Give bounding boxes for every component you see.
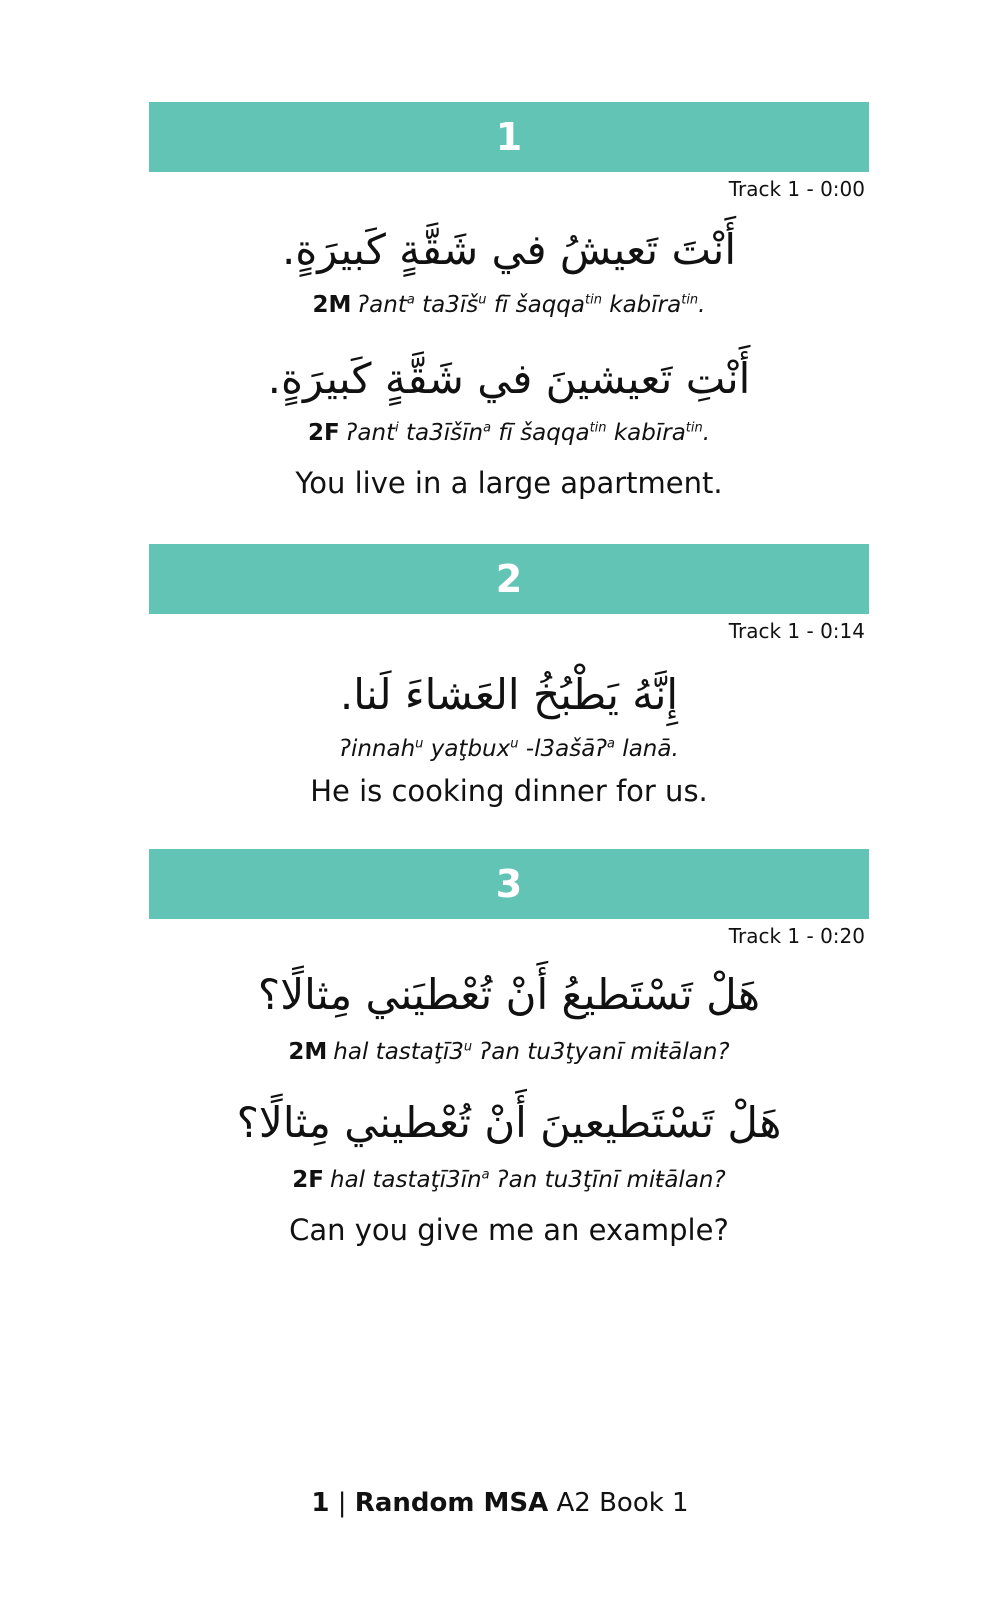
page-footer bbox=[0, 1488, 1000, 1518]
case-ending: tin bbox=[585, 292, 602, 308]
footer-separator: | bbox=[337, 1488, 347, 1518]
case-ending: u bbox=[510, 736, 519, 752]
arabic-sentence: إِنَّهُ يَطْبُخُ العَشاءَ لَنا. bbox=[339, 670, 679, 719]
transliteration bbox=[149, 1169, 869, 1192]
case-ending: u bbox=[478, 292, 487, 308]
entry-number-bar bbox=[149, 102, 869, 172]
case-ending: a bbox=[406, 292, 415, 308]
transliteration-text: ʔinnah$^u$ yaţbux$^u$ -l3ašāʔ$^a$ lanā. bbox=[339, 736, 679, 762]
arabic-sentence: هَلْ تَسْتَطيعينَ أَنْ تُعْطيني مِثالًا؟ bbox=[236, 1098, 782, 1147]
transliteration-text: ʔant$^a$ $ta3īš^u$ fī šaqqa$^{tin}$ kabīra$^{tin}$. bbox=[357, 292, 706, 318]
gender-tag: 2F bbox=[292, 1167, 325, 1193]
track-label: Track 1 - 0:20 bbox=[728, 924, 865, 948]
transliteration-text: ʔant$^i$ ta3īšīn$^a$ fī šaqqa$^{tin}$ kabīra$^{tin}$. bbox=[345, 420, 711, 446]
arabic-sentence: أَنْتِ تَعيشينَ في شَقَّةٍ كَبيرَةٍ. bbox=[267, 354, 751, 403]
case-ending: a bbox=[607, 736, 615, 752]
transliteration bbox=[149, 1041, 869, 1064]
gender-tag: 2F bbox=[307, 420, 340, 446]
entry-number-bar bbox=[149, 849, 869, 919]
case-ending: u bbox=[463, 1039, 473, 1055]
case-ending: a bbox=[481, 1167, 490, 1183]
track-label: Track 1 - 0:14 bbox=[728, 619, 865, 643]
case-ending: u bbox=[415, 736, 424, 752]
case-ending: i bbox=[395, 420, 399, 436]
series-title: Random MSA bbox=[354, 1488, 549, 1518]
entry-1 bbox=[149, 102, 869, 500]
case-ending: tin bbox=[685, 420, 703, 436]
transliteration-text: hal $tastaţī3īn^a$ ʔan tu3ţīnī miŧālan? bbox=[330, 1167, 726, 1193]
english-translation: He is cooking dinner for us. bbox=[310, 774, 708, 808]
entry-number: 1 bbox=[495, 115, 523, 159]
arabic-sentence: هَلْ تَسْتَطيعُ أَنْ تُعْطيَني مِثالًا؟ bbox=[257, 970, 761, 1019]
book-level: A2 Book 1 bbox=[556, 1488, 689, 1518]
entry-number: 3 bbox=[495, 862, 523, 906]
gender-tag: 2M bbox=[312, 292, 352, 318]
case-ending: a bbox=[483, 420, 492, 436]
case-ending: tin bbox=[589, 420, 607, 436]
case-ending: tin bbox=[681, 292, 699, 308]
entry-number-bar bbox=[149, 544, 869, 614]
gender-tag: 2M bbox=[288, 1039, 328, 1065]
transliteration bbox=[149, 738, 869, 761]
transliteration-text: hal tastaţī3$^u$ ʔan tu3ţyanī miŧālan? bbox=[333, 1039, 730, 1065]
entry-3 bbox=[149, 849, 869, 1247]
track-label: Track 1 - 0:00 bbox=[728, 177, 865, 201]
english-translation: Can you give me an example? bbox=[289, 1213, 729, 1247]
page-number: 1 bbox=[311, 1488, 330, 1518]
english-translation: You live in a large apartment. bbox=[295, 466, 723, 500]
arabic-sentence: أَنْتَ تَعيشُ في شَقَّةٍ كَبيرَةٍ. bbox=[281, 225, 737, 274]
entry-number: 2 bbox=[495, 557, 523, 601]
transliteration bbox=[149, 294, 869, 317]
transliteration bbox=[149, 422, 869, 445]
entry-2 bbox=[149, 544, 869, 808]
